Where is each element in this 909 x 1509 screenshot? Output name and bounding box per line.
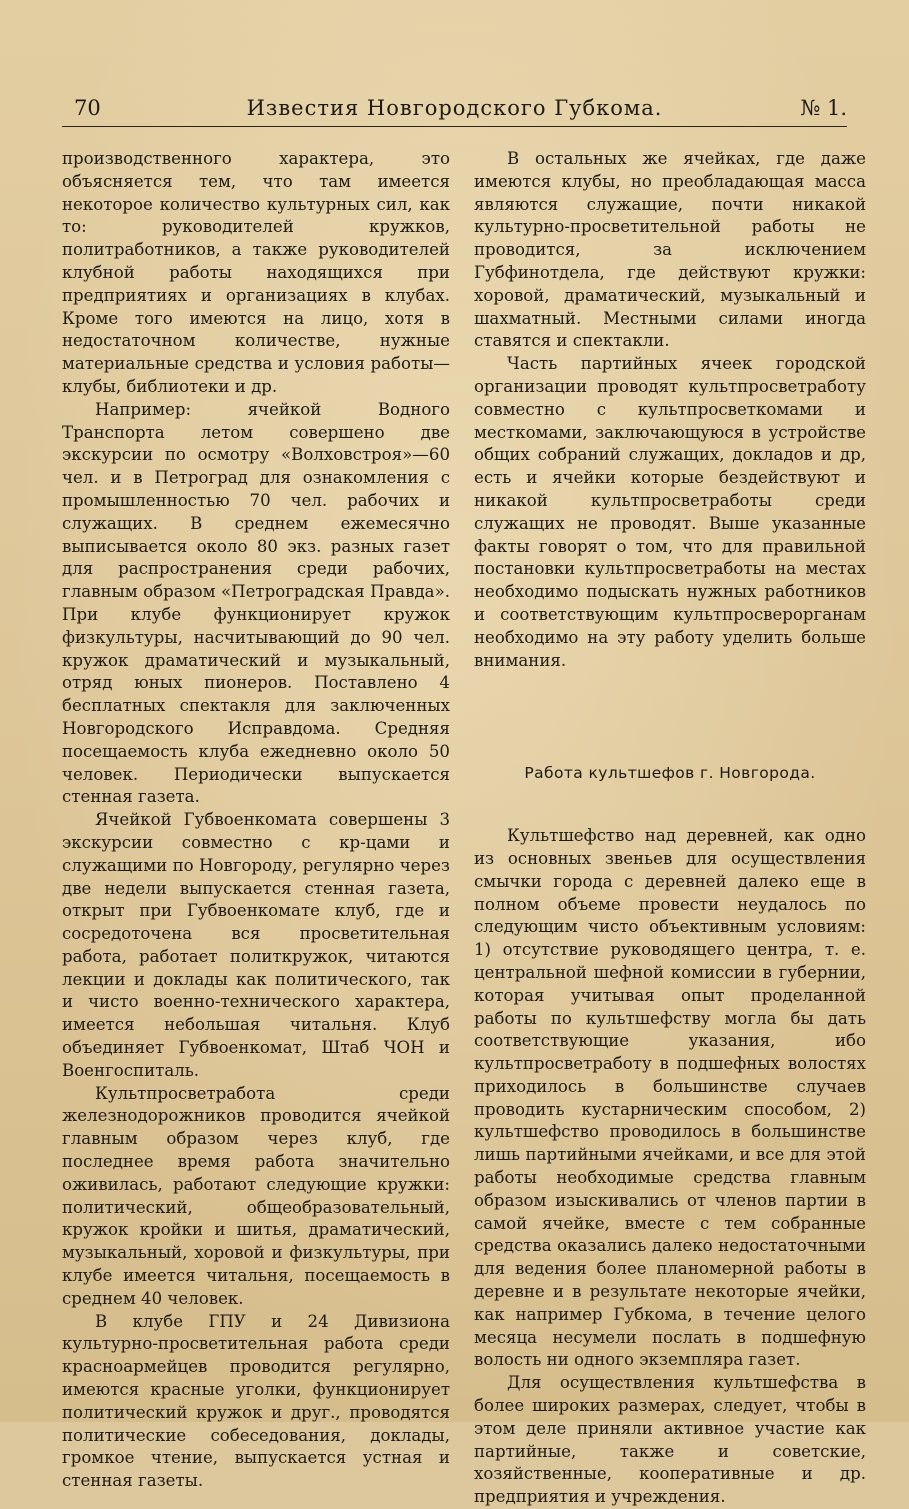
left-column <box>62 148 450 1493</box>
paragraph: производственного характера, это объясняется тем, что там имеется некоторое количество культурных сил, как то: руководителей кружков, политработников, а также руководителей клубной работы находящихся при предприятиях и организациях в клубах. Кроме того имеются на лицо, хотя в недостаточном количестве, нужные материальные средства и условия работы—клубы, библиотеки и др. <box>62 149 450 396</box>
journal-title: Известия Новгородского Губкома. <box>246 96 663 120</box>
paragraph: Культшефство над деревней, как одно из основных звеньев для осуществления смычки города с деревней далеко еще в полном объеме провести неудалось по следующим чисто объективным условиям: 1) отсутствие руководящего центра, т. е. центральной шефной комиссии в губернии, которая учитывая опыт проделанной работы по культшефству могла бы дать соответствующие указания, ибо культпросветработу в подшефных волостях приходилось в большинстве случаев проводить кустарническим способом, 2) культшефство проводилось в большинстве лишь партийными ячейками, и все для этой работы необходимые средства главным образом изыскивались от членов партии в самой ячейке, вместе с тем собранные средства оказались далеко недостаточными для ведения более планомерной работы в деревне и в результате некоторые ячейки, как например Губкома, в течение целого месяца несумели послать в подшефную волость ни одного экземпляра газет. <box>474 826 866 1370</box>
page-number: 70 <box>74 96 101 120</box>
paragraph: Культпросветработа среди железнодорожников проводится ячейкой главным образом через клуб, где последнее время работа значительно оживилась, работают следующие кружки: политический, общеобразовательный, кружок кройки и шитья, драматический, музыкальный, хоровой и физкультуры, при клубе имеется читальня, посещаемость в среднем 40 человек. <box>62 1083 450 1308</box>
section-heading: Работа культшефов г. Новгорода. <box>524 764 816 783</box>
paragraph: Часть партийных ячеек городской организации проводят культпросветработу совместно с культпросветкомами и месткомами, заключающуюся в устройстве общих собраний служащих, докладов и др, есть и ячейки которые бездействуют и никакой культпросветработы среди служащих не проводят. Выше указанные факты говорят о том, что для правильной постановки культпросветработы на местах необходимо подыскать нужных работников и соответствующим культпросверорганам необходимо на эту работу уделить больше внимания. <box>474 354 866 670</box>
page-header <box>62 96 847 127</box>
issue-number: № 1. <box>800 96 847 120</box>
right-column <box>474 148 866 1509</box>
paragraph: Ячейкой Губвоенкомата совершены 3 экскурсии совместно с кр-цами и служащими по Новгороду, регулярно через две недели выпускается стенная газета, открыт при Губвоенкомате клуб, где и сосредоточена вся просветительная работа, работает политкружок, читаются лекции и доклады как политического, так и чисто военно-технического характера, имеется небольшая читальня. Клуб объединяет Губвоенкомат, Штаб ЧОН и Военгоспиталь. <box>62 810 450 1080</box>
paragraph: В остальных же ячейках, где даже имеются клубы, но преобладающая масса являются служащие, почти никакой культурно-просветительной работы не проводится, за исключением Губфинотдела, где действуют кружки: хоровой, драматический, музыкальный и шахматный. Местными силами иногда ставятся и спектакли. <box>474 149 866 351</box>
paragraph: Для осуществления культшефства в более широких размерах, следует, чтобы в этом деле приняли активное участие как партийные, также и советские, хозяйственные, кооперативные и др. предприятия и учреждения. <box>474 1373 866 1507</box>
paragraph: В клубе ГПУ и 24 Дивизиона культурно-просветительная работа среди красноармейцев проводится регулярно, имеются красные уголки, функционирует политический кружок и друг., проводятся политические собеседования, доклады, громкое чтение, выпускается устная и стенная газеты. <box>62 1311 450 1491</box>
paragraph: Например: ячейкой Водного Транспорта летом совершено две экскурсии по осмотру «Волховстроя»—60 чел. и в Петроград для ознакомления с промышленностью 70 чел. рабочих и служащих. В среднем ежемесячно выписывается около 80 экз. разных газет для распространения среди рабочих, главным образом «Петроградская Правда». При клубе функционирует кружок физкультуры, насчитывающий до 90 чел. кружок драматический и музыкальный, отряд юных пионеров. Поставлено 4 бесплатных спектакля для заключенных Новгородского Исправдома. Средняя посещаемость клуба ежедневно около 50 человек. Периодически выпускается стенная газета. <box>62 399 450 807</box>
